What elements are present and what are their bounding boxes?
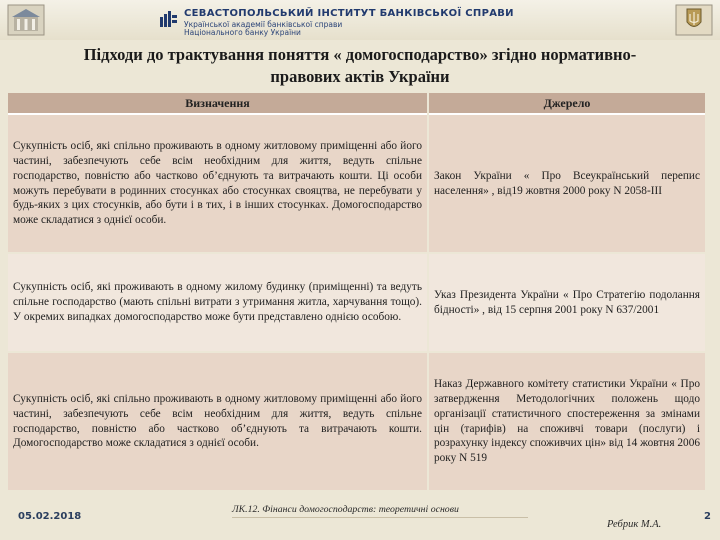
footer-date: 05.02.2018	[18, 511, 82, 522]
definition-text: Сукупність осіб, які спільно проживають в одному житловому приміщенні або його частині, забезпечують себе всім необхідним для життя, ведуть спільне господарство, повністю або частково об’єднують та витрачають кошти. Ці особи можуть перебувати в родинних стосунках або стосунках свояцтва, не перебувати у будь-яких з цих стосунків, або бути і в тих, і в інших стосунках. Домогосподарство може складатися з однієї особи.	[13, 140, 422, 227]
source-text: Указ Президента України « Про Стратегію подолання бідності» , від 15 серпня 2001 року N 637/2001	[434, 288, 700, 316]
table-row-2-definition	[8, 254, 427, 351]
institute-subtitle-1: Української академії банківської справи	[184, 20, 343, 29]
institute-title: СЕВАСТОПОЛЬСЬКИЙ ІНСТИТУТ БАНКІВСЬКОЇ СПРАВИ	[184, 8, 514, 19]
table-row-3-definition	[8, 353, 427, 490]
source-text: Наказ Державного комітету статистики України « Про затвердження Методологічних положень щодо організації статистичного спостереження за змінами цін (тарифів) на споживчі товари (послуги) і розрахунку індексу споживчих цін» від 14 жовтня 2006 року N 519	[434, 378, 700, 465]
slide-title-line-2: правових актів України	[270, 67, 450, 86]
table-row-3-source	[429, 353, 705, 490]
slide-title	[10, 44, 710, 88]
institute-logo-icon	[160, 11, 178, 27]
slide-header	[0, 0, 720, 40]
footer-author: Ребрик М.А.	[607, 519, 662, 530]
table-row-1-source	[429, 115, 705, 252]
table-row-2-source	[429, 254, 705, 351]
source-text: Закон України « Про Всеукраїнський перепис населення» , від19 жовтня 2000 року N 2058-ІІІ	[434, 169, 700, 197]
definitions-table	[8, 93, 705, 490]
definition-text: Сукупність осіб, які проживають в одному жилому будинку (приміщенні) та ведуть спільне господарство (мають спільні витрати з утримання житла, харчування тощо). У окремих випадках домогосподарство може бути представлено однією особою.	[13, 281, 422, 323]
column-header-source: Джерело	[429, 93, 705, 115]
slide-page-number: 2	[704, 511, 711, 522]
footer-divider	[232, 517, 528, 518]
slide-title-line-1: Підходи до трактування поняття « домогосподарство» згідно нормативно-	[83, 45, 637, 64]
table-row-1-definition	[8, 115, 427, 252]
footer-lecture-topic: ЛК.12. Фінанси домогосподарств: теоретичні основи	[232, 504, 459, 515]
university-building-icon	[6, 3, 46, 37]
institute-subtitle-2: Національного банку України	[184, 28, 301, 37]
definition-text: Сукупність осіб, які спільно проживають в одному житловому приміщенні або його частині, забезпечують себе всім необхідним для життя, ведуть спільне господарство, повністю або частково об’єднують та витрачають кошти. Домогосподарство може складатися з однієї особи.	[13, 392, 422, 450]
column-header-definition: Визначення	[8, 93, 427, 115]
coat-of-arms-icon	[674, 3, 714, 37]
